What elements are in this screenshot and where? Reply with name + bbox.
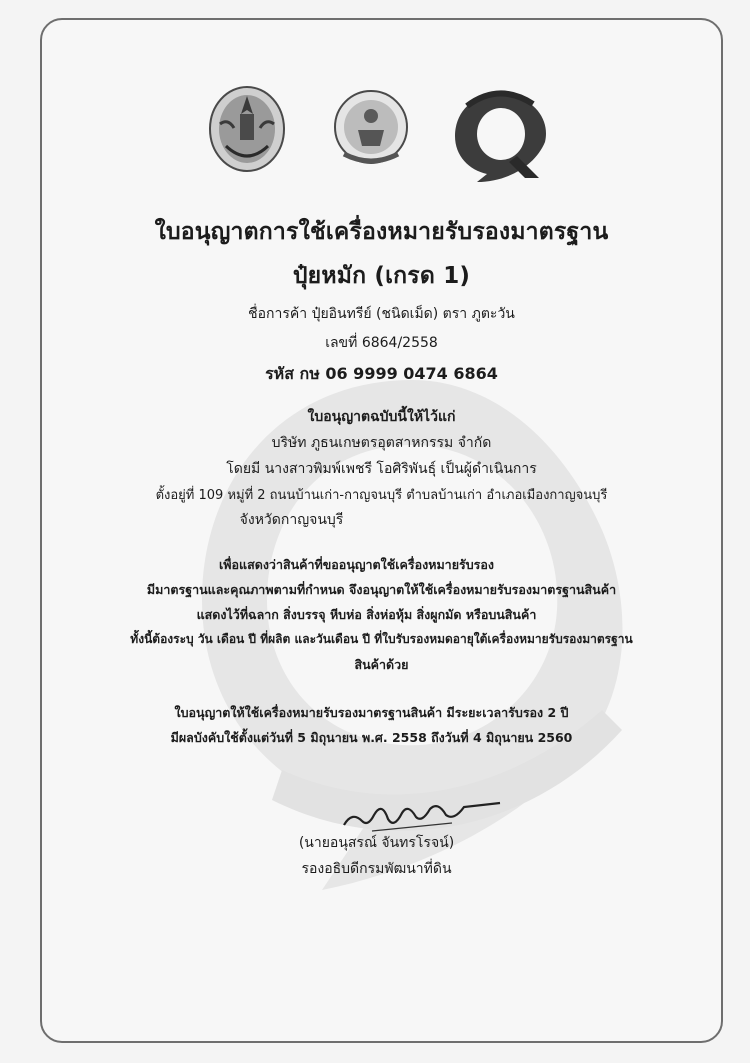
purpose-line-4: ทั้งนี้ต้องระบุ วัน เดือน ปี ที่ผลิต และวันเดือน ปี ที่ใบรับรองหมดอายุใต้เครื่องหมายรับรองมาตรฐาน	[130, 632, 633, 646]
certificate-frame	[40, 18, 723, 1043]
signatory-name: (นายอนุสรณ์ จันทรโรจน์)	[298, 835, 455, 851]
ministry-seal-icon	[206, 84, 288, 174]
number-line	[42, 332, 721, 354]
purpose-line-3: แสดงไว้ที่ฉลาก สิ่งบรรจุ หีบห่อ สิ่งห่อหุ้ม สิ่งผูกมัด หรือบนสินค้า	[196, 607, 537, 622]
department-seal-icon	[332, 84, 410, 170]
granted-to-heading: ใบอนุญาตฉบับนี้ให้ไว้แก่	[307, 409, 456, 425]
purpose-line-5: สินค้าด้วย	[354, 657, 409, 672]
trade-name-line	[42, 303, 721, 325]
signature	[342, 793, 502, 833]
number-label: เลขที่	[325, 335, 358, 351]
validity-line-2: มีผลบังคับใช้ตั้งแต่วันที่ 5 มิถุนายน พ.ศ. 2558 ถึงวันที่ 4 มิถุนายน 2560	[170, 730, 573, 745]
trade-name-label: ชื่อการค้า	[248, 306, 308, 322]
purpose-line-1: เพื่อแสดงว่าสินค้าที่ขออนุญาตใช้เครื่องหมายรับรอง	[219, 557, 494, 572]
address-line-1: ตั้งอยู่ที่ 109 หมู่ที่ 2 ถนนบ้านเก่า-กาญจนบุรี ตำบลบ้านเก่า อำเภอเมืองกาญจนบุรี	[155, 488, 608, 503]
purpose-line-2: มีมาตรฐานและคุณภาพตามที่กำหนด จึงอนุญาตให้ใช้เครื่องหมายรับรองมาตรฐานสินค้า	[146, 582, 617, 597]
signatory-title: รองอธิบดีกรมพัฒนาที่ดิน	[301, 861, 452, 877]
q-mark-logo-icon	[447, 86, 552, 184]
operator-line: โดยมี นางสาวพิมพ์เพชรี โอศิริพันธุ์ เป็นผู้ดำเนินการ	[226, 461, 537, 477]
company-name: บริษัท ภูธนเกษตรอุตสาหกรรม จำกัด	[271, 435, 492, 451]
trade-name: ปุ๋ยอินทรีย์ (ชนิดเม็ด) ตรา ภูตะวัน	[311, 306, 515, 322]
certificate-title: ใบอนุญาตการใช้เครื่องหมายรับรองมาตรฐาน	[154, 219, 609, 245]
validity-line-1: ใบอนุญาตให้ใช้เครื่องหมายรับรองมาตรฐานสินค้า มีระยะเวลารับรอง 2 ปี	[174, 705, 569, 720]
certificate-number: 6864/2558	[361, 335, 438, 351]
certificate-code: รหัส กษ 06 9999 0474 6864	[265, 364, 498, 383]
address-line-2: จังหวัดกาญจนบุรี	[239, 512, 344, 528]
product-grade: ปุ๋ยหมัก (เกรด 1)	[292, 263, 471, 289]
